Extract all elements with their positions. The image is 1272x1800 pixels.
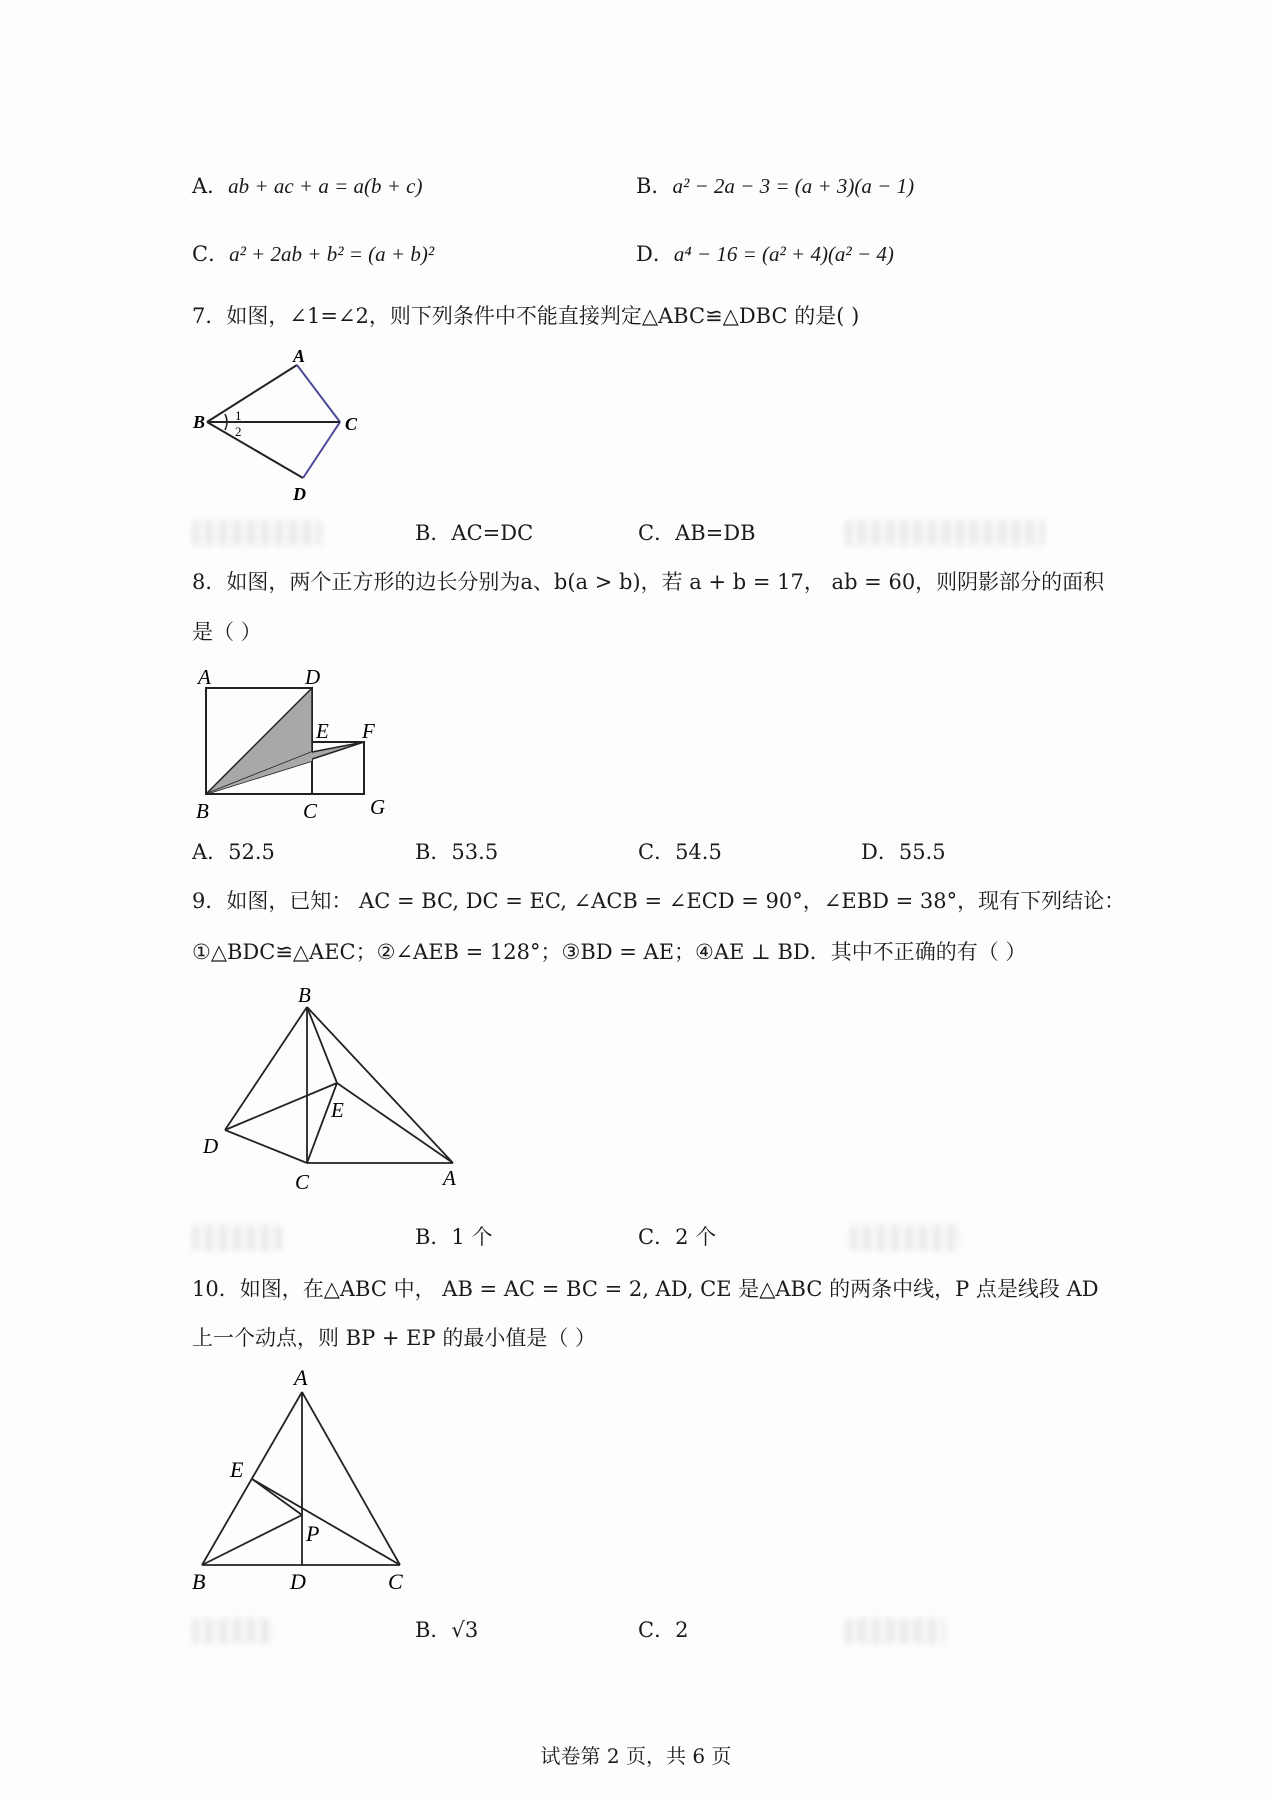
q9-question-line1: 9．如图，已知： AC = BC, DC = EC, ∠ACB = ∠ECD = 90°，∠EBD = 38°，现有下列结论： — [192, 889, 1126, 913]
q7-angle-1: 1 — [235, 408, 242, 423]
q7-question-text: 7．如图，∠1=∠2，则下列条件中不能直接判定△ABC≌△DBC 的是( ) — [192, 304, 860, 328]
q7-option-b: B．AC=DC — [415, 521, 534, 545]
q10-figure — [190, 1365, 450, 1595]
q10-option-b: B．√3 — [415, 1618, 479, 1642]
q8-question-line1: 8．如图，两个正方形的边长分别为a、b(a > b)，若 a + b = 17， ab = 60，则阴影部分的面积 — [192, 570, 1105, 594]
q8-question-line2: 是（ ） — [192, 620, 262, 644]
q10-label-d: D — [290, 1569, 306, 1594]
q9-label-b: B — [298, 985, 311, 1007]
q8-label-g: G — [370, 795, 386, 819]
q7-label-c: C — [345, 414, 358, 434]
q6-option-d: D．a⁴ − 16 = (a² + 4)(a² − 4) — [636, 242, 894, 266]
q8-option-c: C．54.5 — [638, 840, 722, 864]
q10-label-a: A — [294, 1365, 308, 1390]
q9-figure — [195, 985, 475, 1200]
q8-option-a: A．52.5 — [192, 840, 275, 864]
q9-label-c: C — [295, 1170, 310, 1194]
q8-label-e: E — [316, 719, 329, 743]
q7-option-a-blurred — [192, 520, 322, 546]
q9-option-d-blurred — [850, 1225, 960, 1251]
q7-label-a: A — [293, 346, 306, 366]
q10-label-c: C — [388, 1569, 403, 1594]
q6-option-c: C．a² + 2ab + b² = (a + b)² — [192, 242, 435, 266]
q9-option-a-blurred — [192, 1225, 282, 1251]
q8-figure — [190, 658, 400, 823]
q10-option-d-blurred — [845, 1618, 945, 1644]
q9-label-e: E — [331, 1098, 344, 1122]
q10-label-e: E — [230, 1457, 244, 1482]
q8-option-d: D．55.5 — [861, 840, 946, 864]
q8-label-c: C — [303, 799, 318, 823]
q9-question-line2: ①△BDC≌△AEC；②∠AEB = 128°；③BD = AE；④AE ⊥ BD．其中不正确的有（ ） — [192, 940, 1027, 964]
q7-figure — [185, 340, 375, 505]
q7-label-d: D — [293, 484, 306, 504]
q8-option-b: B．53.5 — [415, 840, 499, 864]
q7-option-c: C．AB=DB — [638, 521, 756, 545]
page-footer: 试卷第 2 页，共 6 页 — [540, 1744, 732, 1768]
q10-option-a-blurred — [192, 1618, 272, 1644]
q7-angle-2: 2 — [235, 424, 242, 439]
q10-question-line1: 10．如图，在△ABC 中， AB = AC = BC = 2, AD, CE 是△ABC 的两条中线，P 点是线段 AD — [192, 1277, 1099, 1301]
q10-label-p: P — [306, 1521, 320, 1546]
q6-option-a: A．ab + ac + a = a(b + c) — [192, 174, 423, 198]
q8-label-f: F — [362, 719, 375, 743]
q8-label-a: A — [198, 665, 211, 689]
q9-label-a: A — [443, 1166, 456, 1190]
q10-option-c: C．2 — [638, 1618, 689, 1642]
q9-option-c: C．2 个 — [638, 1225, 717, 1249]
q8-label-d: D — [305, 665, 321, 689]
q10-question-line2: 上一个动点，则 BP + EP 的最小值是（ ） — [192, 1326, 596, 1350]
q8-label-b: B — [196, 799, 209, 823]
q6-option-b: B．a² − 2a − 3 = (a + 3)(a − 1) — [636, 174, 915, 198]
q9-label-d: D — [203, 1134, 219, 1158]
q7-label-b: B — [193, 412, 206, 432]
q7-option-d-blurred — [845, 520, 1045, 546]
q10-label-b: B — [192, 1569, 206, 1594]
q9-option-b: B．1 个 — [415, 1225, 493, 1249]
